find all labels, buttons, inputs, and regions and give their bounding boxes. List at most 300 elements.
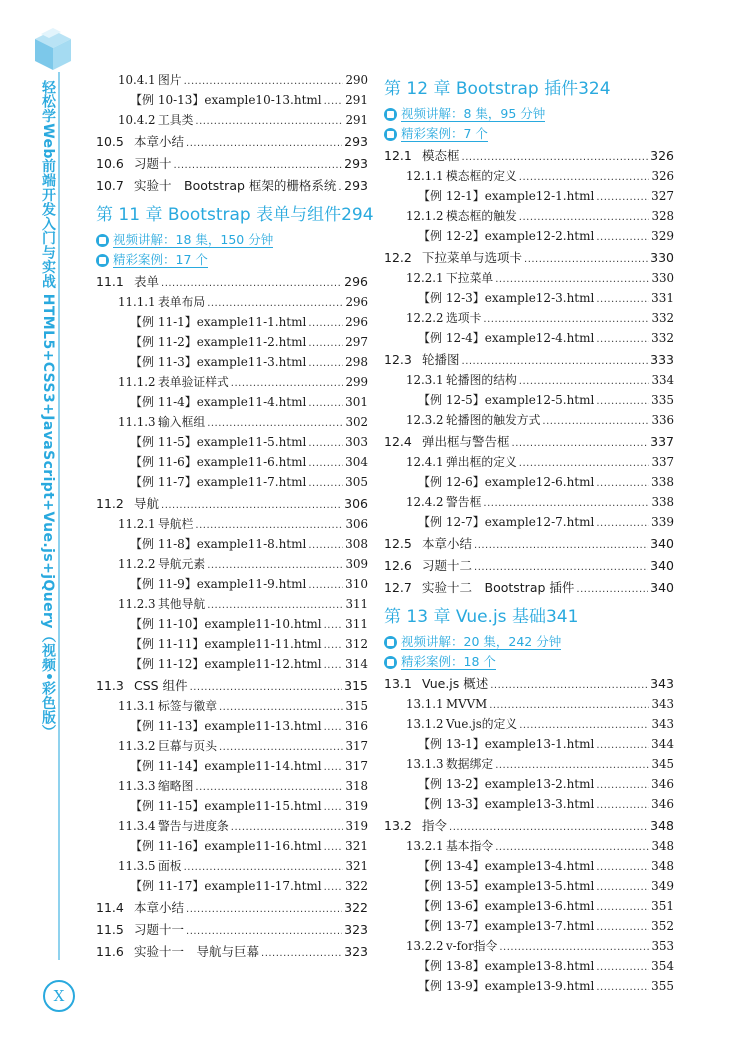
entry-label: 警告框: [446, 495, 482, 509]
entry-title: [384, 533, 472, 554]
toc-section: [384, 349, 674, 370]
entry-label: 数据绑定: [446, 757, 494, 771]
toc-subsection: [384, 694, 674, 714]
entry-number: 11.4: [96, 900, 124, 915]
entry-label: 习题十二: [422, 558, 473, 573]
leader-dots: [184, 856, 344, 878]
entry-title: [384, 555, 472, 576]
entry-title: [96, 897, 184, 918]
entry-title: [406, 308, 481, 328]
entry-label: 【例 11-1】example11-1.html: [130, 315, 307, 329]
entry-page: 355: [651, 979, 674, 993]
entry-label: 表单: [134, 274, 160, 289]
leader-dots: [186, 897, 342, 920]
entry-page: 323: [344, 922, 368, 937]
entry-label: 面板: [158, 859, 182, 873]
entry-title: [130, 332, 306, 352]
entry-label: 【例 12-2】example12-2.html: [418, 229, 595, 243]
toc-example: [384, 390, 674, 410]
entry-number: 10.5: [96, 134, 124, 149]
leader-dots: [596, 774, 649, 796]
entry-title: [384, 815, 447, 836]
toc-example: [384, 328, 674, 348]
leader-dots: [474, 555, 648, 578]
entry-title: [418, 226, 594, 246]
entry-page: 340: [650, 580, 674, 595]
entry-page: 352: [651, 919, 674, 933]
entry-title: [418, 916, 594, 936]
entry-label: 本章小结: [134, 900, 185, 915]
entry-label: 【例 10-13】example10-13.html: [130, 93, 322, 107]
entry-page: 296: [344, 274, 368, 289]
leader-dots: [596, 472, 649, 494]
entry-page: 309: [345, 557, 368, 571]
leader-dots: [324, 756, 343, 778]
entry-label: Vue.js的定义: [446, 717, 518, 731]
leader-dots: [596, 512, 649, 534]
entry-number: 12.2.2: [406, 311, 444, 325]
entry-title: [384, 673, 488, 694]
toc-example: [96, 90, 368, 110]
leader-dots: [596, 794, 649, 816]
entry-page: 310: [345, 577, 368, 591]
entry-page: 311: [345, 597, 368, 611]
toc-example: [96, 452, 368, 472]
entry-page: 346: [651, 777, 674, 791]
toc-subsection: [96, 736, 368, 756]
entry-title: [406, 492, 481, 512]
entry-page: 301: [345, 395, 368, 409]
leader-dots: [542, 410, 649, 432]
toc-column-right: [384, 70, 674, 996]
toc-section: [384, 533, 674, 554]
toc-subsection: [96, 554, 368, 574]
entry-page: 306: [344, 496, 368, 511]
entry-label: 图片: [158, 73, 182, 87]
entry-title: [96, 675, 188, 696]
leader-dots: [495, 754, 649, 776]
toc-example: [96, 432, 368, 452]
entry-title: [130, 472, 306, 492]
entry-title: [418, 976, 594, 996]
entry-title: [130, 312, 306, 332]
leader-dots: [596, 390, 649, 412]
entry-title: [384, 145, 460, 166]
entry-page: 337: [650, 434, 674, 449]
leader-dots: [596, 226, 649, 248]
case-icon: [384, 656, 397, 669]
entry-page: 334: [651, 373, 674, 387]
entry-page: 296: [345, 315, 368, 329]
entry-number: 12.4: [384, 434, 412, 449]
entry-number: 10.4.1: [118, 73, 156, 87]
entry-label: 下拉菜单: [446, 271, 494, 285]
entry-number: 12.4.1: [406, 455, 444, 469]
video-icon: [96, 234, 109, 247]
toc-section: [96, 175, 368, 196]
entry-page: 348: [651, 839, 674, 853]
leader-dots: [308, 432, 343, 454]
leader-dots: [195, 110, 343, 132]
entry-number: 13.2.2: [406, 939, 444, 953]
entry-label: 【例 11-10】example11-10.html: [130, 617, 322, 631]
leader-dots: [207, 594, 343, 616]
entry-title: [118, 554, 205, 574]
entry-number: 11.6: [96, 944, 124, 959]
chapter-meta: [96, 250, 368, 270]
entry-title: [418, 390, 594, 410]
toc-subsection: [96, 110, 368, 130]
entry-number: 12.3.2: [406, 413, 444, 427]
entry-number: 10.7: [96, 178, 124, 193]
entry-label: 【例 11-4】example11-4.html: [130, 395, 307, 409]
toc-section: [96, 919, 368, 940]
leader-dots: [184, 70, 344, 92]
toc-subsection: [384, 754, 674, 774]
entry-label: 【例 13-5】example13-5.html: [418, 879, 595, 893]
toc-example: [96, 332, 368, 352]
leader-dots: [324, 614, 343, 636]
entry-label: 第 11 章 Bootstrap 表单与组件: [96, 205, 342, 225]
entry-label: 【例 13-4】example13-4.html: [418, 859, 595, 873]
entry-title: [118, 816, 229, 836]
entry-number: 11.3: [96, 678, 124, 693]
leader-dots: [308, 352, 343, 374]
entry-number: 13.1: [384, 676, 412, 691]
entry-page: 304: [345, 455, 368, 469]
entry-label: 【例 11-8】example11-8.html: [130, 537, 307, 551]
entry-page: 339: [651, 515, 674, 529]
entry-label: 实验十一 导航与巨幕: [134, 944, 260, 959]
entry-page: 322: [344, 900, 368, 915]
entry-label: 弹出框的定义: [446, 455, 517, 469]
leader-dots: [207, 292, 343, 314]
entry-page: 341: [545, 607, 579, 627]
leader-dots: [308, 452, 343, 474]
entry-title: [130, 654, 322, 674]
entry-page: 351: [651, 899, 674, 913]
entry-number: 13.1.1: [406, 697, 444, 711]
chapter-heading: [384, 74, 674, 104]
toc-example: [96, 654, 368, 674]
cube-logo-icon: [33, 28, 73, 72]
entry-page: 354: [651, 959, 674, 973]
entry-number: 13.1.2: [406, 717, 444, 731]
meta-text: 视频讲解：20 集，242 分钟: [401, 634, 562, 649]
leader-dots: [219, 736, 343, 758]
entry-title: [130, 90, 322, 110]
leader-dots: [495, 836, 649, 858]
entry-title: [118, 594, 205, 614]
entry-page: 338: [651, 495, 674, 509]
entry-number: 12.5: [384, 536, 412, 551]
chapter-heading: [96, 200, 374, 230]
entry-page: 290: [345, 73, 368, 87]
toc-example: [96, 716, 368, 736]
leader-dots: [483, 492, 649, 514]
entry-page: 329: [651, 229, 674, 243]
leader-dots: [495, 268, 649, 290]
leader-dots: [231, 372, 344, 394]
entry-title: [130, 756, 322, 776]
entry-page: 337: [651, 455, 674, 469]
toc-example: [384, 896, 674, 916]
entry-title: [406, 936, 497, 956]
entry-number: 11.3.4: [118, 819, 156, 833]
entry-page: 293: [344, 156, 368, 171]
entry-label: 【例 11-16】example11-16.html: [130, 839, 322, 853]
entry-title: [418, 876, 594, 896]
entry-page: 291: [345, 93, 368, 107]
entry-title: [406, 694, 487, 714]
toc-subsection: [384, 206, 674, 226]
entry-label: 【例 13-8】example13-8.html: [418, 959, 595, 973]
video-icon: [384, 636, 397, 649]
entry-title: [96, 493, 159, 514]
entry-title: [384, 577, 574, 598]
chapter-meta: [384, 632, 674, 652]
entry-label: 指令: [422, 818, 448, 833]
entry-title: [118, 70, 182, 90]
entry-page: 322: [345, 879, 368, 893]
entry-title: [384, 602, 546, 632]
book-title: 轻松学Web前端开发入门与实战 HTML5+CSS3+JavaScript+Vue.js+jQuery（视频•彩色版）: [40, 80, 56, 739]
entry-label: 【例 12-3】example12-3.html: [418, 291, 595, 305]
leader-dots: [596, 896, 649, 918]
entry-number: 11.5: [96, 922, 124, 937]
entry-page: 314: [345, 657, 368, 671]
entry-page: 343: [650, 676, 674, 691]
entry-label: 轮播图的触发方式: [446, 413, 541, 427]
entry-label: 轮播图: [422, 352, 460, 367]
entry-title: [418, 896, 594, 916]
entry-label: v-for指令: [446, 939, 498, 953]
entry-label: 【例 12-5】example12-5.html: [418, 393, 595, 407]
entry-title: [130, 352, 306, 372]
entry-title: [418, 186, 594, 206]
entry-page: 299: [345, 375, 368, 389]
toc-subsection: [96, 776, 368, 796]
entry-number: 11.1.1: [118, 295, 156, 309]
entry-title: [118, 110, 193, 130]
entry-page: 335: [651, 393, 674, 407]
toc-example: [96, 796, 368, 816]
leader-dots: [231, 816, 344, 838]
entry-label: 缩略图: [158, 779, 194, 793]
toc-section: [384, 247, 674, 268]
entry-title: [118, 514, 193, 534]
leader-dots: [499, 936, 649, 958]
entry-number: 11.1.3: [118, 415, 156, 429]
entry-page: 332: [651, 331, 674, 345]
entry-label: 【例 11-3】example11-3.html: [130, 355, 307, 369]
entry-page: 312: [345, 637, 368, 651]
entry-title: [130, 634, 322, 654]
entry-page: 303: [345, 435, 368, 449]
entry-number: 12.4.2: [406, 495, 444, 509]
leader-dots: [190, 675, 343, 698]
entry-page: 317: [345, 739, 368, 753]
entry-title: [96, 919, 184, 940]
entry-label: 【例 13-6】example13-6.html: [418, 899, 595, 913]
entry-title: [418, 288, 594, 308]
leader-dots: [308, 574, 343, 596]
case-icon: [384, 128, 397, 141]
toc-section: [96, 131, 368, 152]
entry-page: 336: [651, 413, 674, 427]
toc-example: [384, 876, 674, 896]
entry-title: [418, 794, 594, 814]
entry-page: 353: [651, 939, 674, 953]
entry-page: 294: [341, 205, 374, 225]
toc-subsection: [384, 714, 674, 734]
entry-label: MVVM: [446, 697, 488, 711]
entry-title: [130, 836, 322, 856]
entry-page: 348: [650, 818, 674, 833]
leader-dots: [596, 328, 649, 350]
entry-page: 333: [650, 352, 674, 367]
toc-example: [384, 956, 674, 976]
entry-label: 【例 11-17】example11-17.html: [130, 879, 322, 893]
meta-text: 精彩案例：7 个: [401, 126, 488, 141]
toc-subsection: [384, 308, 674, 328]
leader-dots: [324, 796, 343, 818]
leader-dots: [186, 919, 342, 942]
leader-dots: [474, 533, 648, 556]
toc-section: [96, 675, 368, 696]
entry-number: 13.2: [384, 818, 412, 833]
entry-label: 本章小结: [422, 536, 473, 551]
meta-text: 精彩案例：18 个: [401, 654, 496, 669]
leader-dots: [308, 392, 343, 414]
toc-subsection: [96, 292, 368, 312]
entry-label: 警告与进度条: [158, 819, 229, 833]
entry-number: 12.1.1: [406, 169, 444, 183]
meta-text: 视频讲解：18 集，150 分钟: [113, 232, 274, 247]
leader-dots: [161, 271, 342, 294]
toc-example: [384, 472, 674, 492]
toc-section: [384, 145, 674, 166]
toc-subsection: [384, 936, 674, 956]
leader-dots: [308, 332, 343, 354]
leader-dots: [324, 876, 343, 898]
entry-page: 323: [344, 944, 368, 959]
toc-section: [384, 431, 674, 452]
entry-title: [130, 392, 306, 412]
entry-label: 【例 11-7】example11-7.html: [130, 475, 307, 489]
entry-number: 11.1.2: [118, 375, 156, 389]
entry-title: [406, 370, 517, 390]
entry-label: 导航栏: [158, 517, 194, 531]
entry-number: 11.2.1: [118, 517, 156, 531]
toc-subsection: [384, 410, 674, 430]
toc-subsection: [384, 166, 674, 186]
entry-title: [418, 512, 594, 532]
entry-page: 326: [650, 148, 674, 163]
entry-title: [118, 856, 182, 876]
entry-title: [406, 836, 493, 856]
leader-dots: [324, 654, 343, 676]
entry-number: 10.4.2: [118, 113, 156, 127]
leader-dots: [195, 776, 343, 798]
leader-dots: [195, 514, 343, 536]
entry-number: 13.1.3: [406, 757, 444, 771]
entry-label: 【例 11-14】example11-14.html: [130, 759, 322, 773]
toc-section: [384, 815, 674, 836]
entry-title: [406, 166, 517, 186]
leader-dots: [596, 976, 649, 998]
entry-title: [406, 206, 517, 226]
entry-page: 343: [651, 717, 674, 731]
toc-subsection: [96, 816, 368, 836]
entry-page: 316: [345, 719, 368, 733]
entry-page: 315: [344, 678, 368, 693]
entry-label: 【例 13-2】example13-2.html: [418, 777, 595, 791]
toc-subsection: [384, 836, 674, 856]
entry-title: [418, 774, 594, 794]
entry-title: [96, 941, 259, 962]
toc-subsection: [96, 70, 368, 90]
entry-title: [118, 776, 193, 796]
toc-subsection: [96, 514, 368, 534]
entry-title: [418, 734, 594, 754]
page-number: X: [43, 980, 75, 1012]
entry-page: 348: [651, 859, 674, 873]
entry-label: 【例 12-1】example12-1.html: [418, 189, 595, 203]
entry-title: [406, 714, 517, 734]
entry-number: 12.1.2: [406, 209, 444, 223]
toc-example: [96, 574, 368, 594]
meta-text: 视频讲解：8 集，95 分钟: [401, 106, 546, 121]
leader-dots: [462, 349, 649, 372]
leader-dots: [596, 288, 649, 310]
entry-label: 【例 13-3】example13-3.html: [418, 797, 595, 811]
entry-label: 表单布局: [158, 295, 206, 309]
entry-title: [130, 796, 322, 816]
entry-page: 349: [651, 879, 674, 893]
video-icon: [384, 108, 397, 121]
entry-title: [406, 268, 493, 288]
toc-example: [384, 512, 674, 532]
toc-subsection: [384, 268, 674, 288]
toc-example: [96, 634, 368, 654]
entry-page: 328: [651, 209, 674, 223]
toc-example: [96, 312, 368, 332]
entry-title: [118, 696, 217, 716]
entry-page: 318: [345, 779, 368, 793]
toc-example: [96, 352, 368, 372]
entry-label: 输入框组: [158, 415, 206, 429]
leader-dots: [596, 956, 649, 978]
entry-number: 11.2.3: [118, 597, 156, 611]
entry-page: 296: [345, 295, 368, 309]
toc-section: [384, 577, 674, 598]
toc-example: [96, 472, 368, 492]
entry-page: 308: [345, 537, 368, 551]
entry-title: [130, 614, 322, 634]
leader-dots: [596, 734, 649, 756]
entry-page: 327: [651, 189, 674, 203]
entry-number: 11.2.2: [118, 557, 156, 571]
entry-title: [118, 292, 205, 312]
toc-section: [384, 673, 674, 694]
leader-dots: [524, 247, 648, 270]
entry-page: 302: [345, 415, 368, 429]
entry-number: 12.7: [384, 580, 412, 595]
toc-subsection: [96, 696, 368, 716]
entry-label: 习题十: [134, 156, 172, 171]
entry-title: [418, 328, 594, 348]
